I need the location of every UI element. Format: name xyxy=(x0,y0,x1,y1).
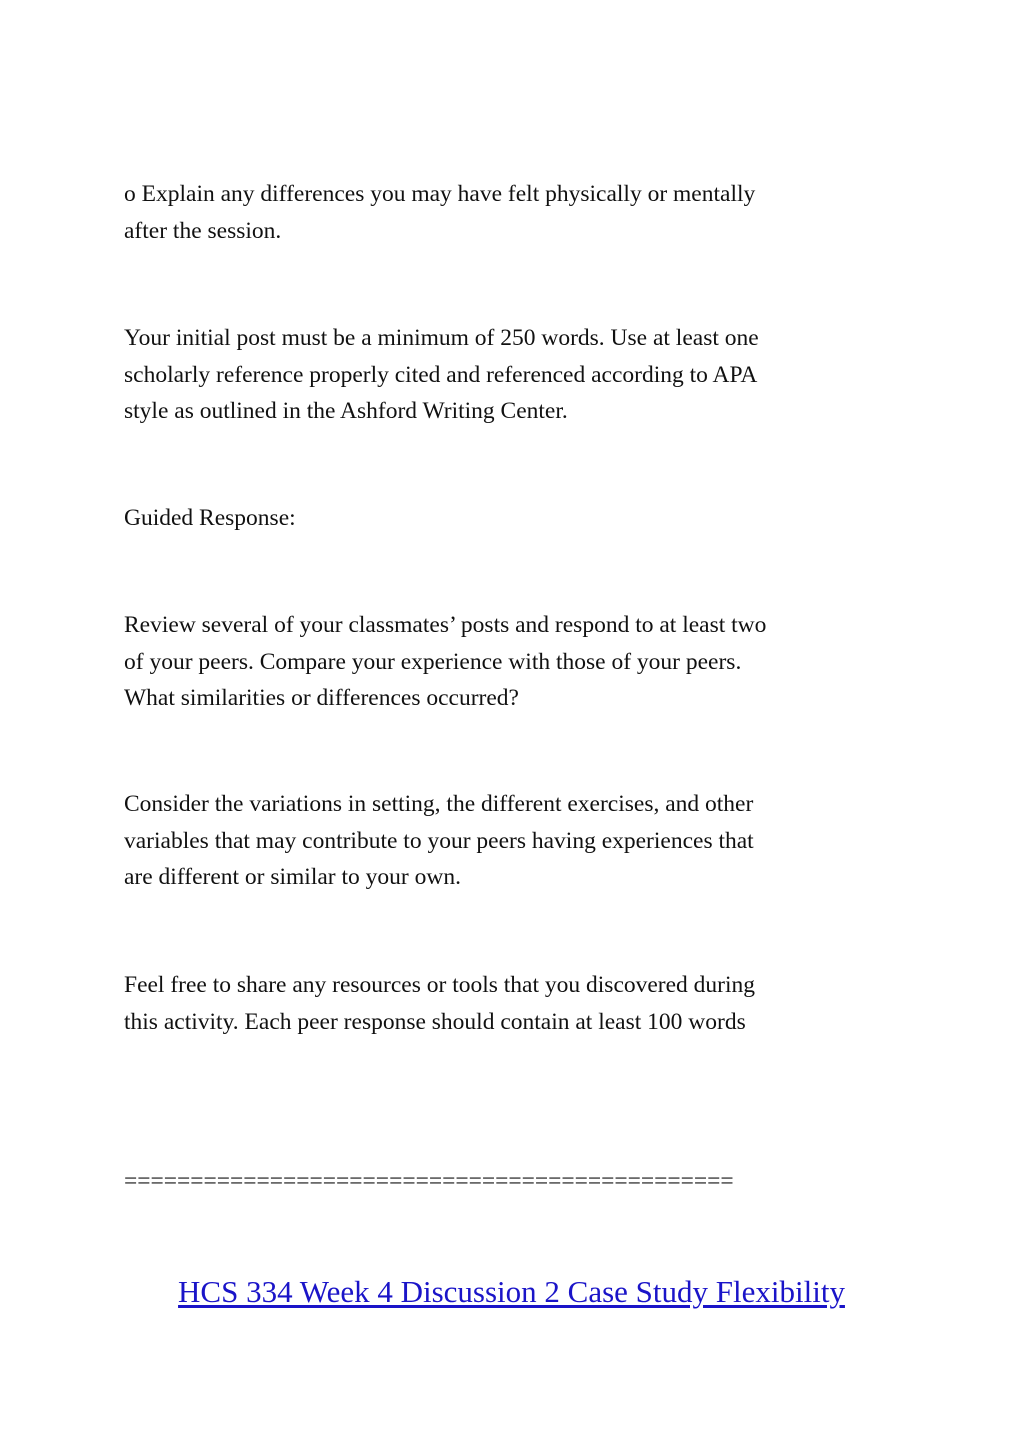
text-line: this activity. Each peer response should contain at least 100 words xyxy=(124,1008,746,1035)
section-divider: ============================================== xyxy=(124,1168,734,1194)
text-line: o Explain any differences you may have felt physically or mentally xyxy=(124,181,756,207)
text-line: scholarly reference properly cited and referenced according to APA xyxy=(124,361,758,388)
guided-response-heading xyxy=(124,500,904,537)
paragraph-explain-differences xyxy=(124,176,904,249)
text-line: after the session. xyxy=(124,217,282,244)
text-line: Your initial post must be a minimum of 250 words. Use at least one xyxy=(124,325,759,351)
text-line: What similarities or differences occurred? xyxy=(124,685,519,711)
footer-link-container xyxy=(0,1272,1023,1312)
text-line: variables that may contribute to your peers having experiences that xyxy=(124,827,754,854)
course-link[interactable]: HCS 334 Week 4 Discussion 2 Case Study Flexibility xyxy=(178,1274,845,1309)
paragraph-review-classmates xyxy=(124,607,904,717)
text-line: Feel free to share any resources or tools that you discovered during xyxy=(124,972,756,998)
text-line: are different or similar to your own. xyxy=(124,864,461,890)
paragraph-consider-variations xyxy=(124,786,904,896)
paragraph-share-resources xyxy=(124,967,904,1040)
text-line: style as outlined in the Ashford Writing Center. xyxy=(124,398,568,424)
text-line: Guided Response: xyxy=(124,505,296,531)
text-line: of your peers. Compare your experience with those of your peers. xyxy=(124,648,742,675)
text-line: Consider the variations in setting, the different exercises, and other xyxy=(124,791,754,817)
paragraph-initial-post-requirements xyxy=(124,320,904,430)
text-line: Review several of your classmates’ posts and respond to at least two xyxy=(124,612,767,638)
